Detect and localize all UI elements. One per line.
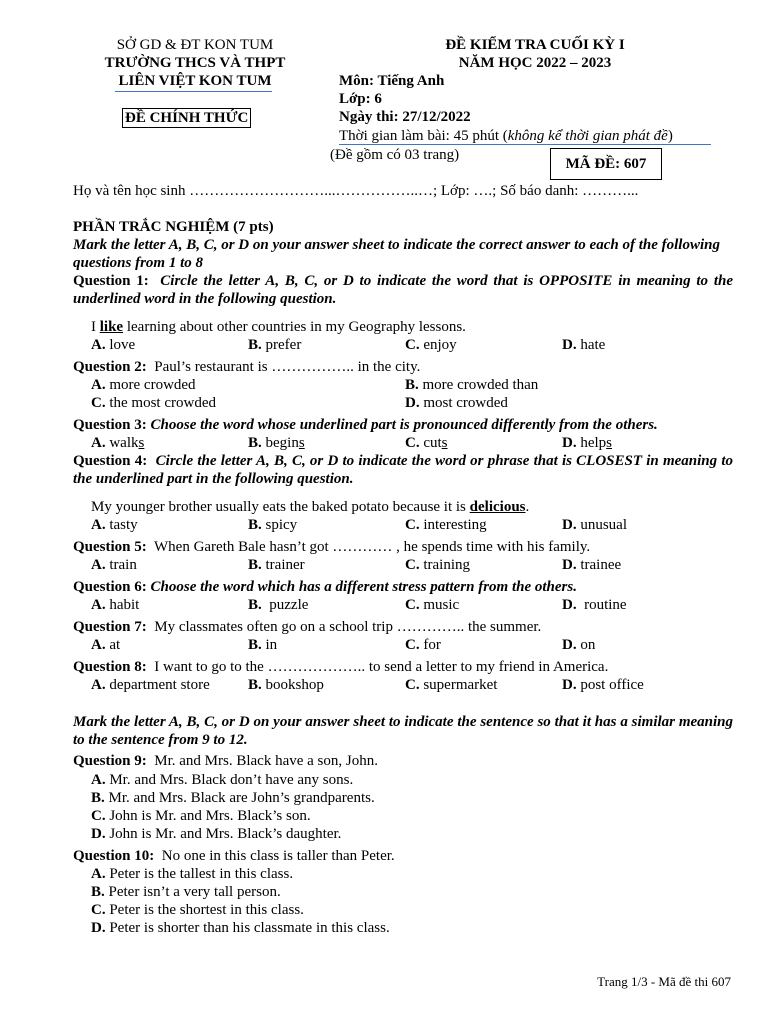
exam-duration: Thời gian làm bài: 45 phút (không kể thời gian phát đề) — [339, 128, 673, 144]
question-6-prompt: Question 6: Choose the word which has a different stress pattern from the others. — [73, 579, 577, 595]
q7-option-b[interactable]: B. in — [248, 637, 278, 653]
school-underline — [115, 91, 272, 92]
q9-option-d[interactable]: D. John is Mr. and Mrs. Black’s daughter. — [91, 826, 342, 842]
q10-option-a[interactable]: A. Peter is the tallest in this class. — [91, 866, 294, 882]
q5-option-c[interactable]: C. training — [405, 557, 470, 573]
q2-option-c[interactable]: C. the most crowded — [91, 395, 216, 411]
section-title: PHẦN TRẮC NGHIỆM (7 pts) — [73, 219, 274, 235]
q6-option-c[interactable]: C. music — [405, 597, 460, 613]
page-footer: Trang 1/3 - Mã đề thi 607 — [597, 974, 731, 989]
q1-option-d[interactable]: D. hate — [562, 337, 606, 353]
question-2-prompt: Question 2: Paul’s restaurant is …………….. in the city. — [73, 359, 421, 375]
school-name-line1: TRƯỜNG THCS VÀ THPT — [104, 55, 286, 71]
q5-option-b[interactable]: B. trainer — [248, 557, 305, 573]
q10-option-b[interactable]: B. Peter isn’t a very tall person. — [91, 884, 281, 900]
q2-option-d[interactable]: D. most crowded — [405, 395, 508, 411]
question-9-prompt: Question 9: Mr. and Mrs. Black have a son, John. — [73, 753, 378, 769]
question-8-prompt: Question 8: I want to go to the ……………….. to send a letter to my friend in America. — [73, 659, 609, 675]
q1-option-a[interactable]: A. love — [91, 337, 136, 353]
q3-option-a[interactable]: A. walks — [91, 435, 145, 451]
department-name: SỞ GD & ĐT KON TUM — [116, 37, 274, 53]
subject: Môn: Tiếng Anh — [339, 73, 445, 89]
q8-option-b[interactable]: B. bookshop — [248, 677, 324, 693]
q6-option-a[interactable]: A. habit — [91, 597, 140, 613]
q9-option-b[interactable]: B. Mr. and Mrs. Black are John’s grandparents. — [91, 790, 375, 806]
student-info-line: Họ và tên học sinh ………………………...……………..…; Lớp: ….; Số báo danh: ………... — [73, 183, 639, 199]
school-year: NĂM HỌC 2022 – 2023 — [458, 55, 612, 71]
question-1-prompt: Question 1: Circle the letter A, B, C, or D to indicate the word that is OPPOSITE in meaning to the underlined word in the following question. — [73, 273, 733, 307]
section-instruction: Mark the letter A, B, C, or D on your answer sheet to indicate the correct answer to each of the following questions from 1 to 8 — [73, 237, 720, 271]
exam-date: Ngày thi: 27/12/2022 — [339, 109, 471, 125]
q9-option-a[interactable]: A. Mr. and Mrs. Black don’t have any sons. — [91, 772, 354, 788]
question-5-prompt: Question 5: When Gareth Bale hasn’t got ………… , he spends time with his family. — [73, 539, 591, 555]
q3-option-d[interactable]: D. helps — [562, 435, 613, 451]
q6-option-d[interactable]: D. routine — [562, 597, 627, 613]
q4-option-c[interactable]: C. interesting — [405, 517, 487, 533]
q8-option-a[interactable]: A. department store — [91, 677, 210, 693]
school-name-line2: LIÊN VIỆT KON TUM — [118, 73, 272, 89]
q9-option-c[interactable]: C. John is Mr. and Mrs. Black’s son. — [91, 808, 311, 824]
q1-option-c[interactable]: C. enjoy — [405, 337, 457, 353]
q7-option-a[interactable]: A. at — [91, 637, 121, 653]
q10-option-d[interactable]: D. Peter is shorter than his classmate in this class. — [91, 920, 390, 936]
q5-option-d[interactable]: D. trainee — [562, 557, 622, 573]
q2-option-a[interactable]: A. more crowded — [91, 377, 196, 393]
q3-option-c[interactable]: C. cuts — [405, 435, 448, 451]
q3-option-b[interactable]: B. begins — [248, 435, 305, 451]
question-4-prompt: Question 4: Circle the letter A, B, C, or D to indicate the word or phrase that is CLOSEST in meaning to the underlined part in the following question. — [73, 453, 733, 487]
exam-title: ĐỀ KIỂM TRA CUỐI KỲ I — [445, 37, 625, 53]
q1-option-b[interactable]: B. prefer — [248, 337, 302, 353]
exam-code-box: MÃ ĐỀ: 607 — [550, 148, 662, 180]
grade: Lớp: 6 — [339, 91, 382, 107]
q5-option-a[interactable]: A. train — [91, 557, 137, 573]
page-count: (Đề gồm có 03 trang) — [330, 147, 460, 163]
question-7-prompt: Question 7: My classmates often go on a school trip ………….. the summer. — [73, 619, 542, 635]
q4-option-d[interactable]: D. unusual — [562, 517, 628, 533]
q4-option-b[interactable]: B. spicy — [248, 517, 298, 533]
question-10-prompt: Question 10: No one in this class is taller than Peter. — [73, 848, 395, 864]
q2-option-b[interactable]: B. more crowded than — [405, 377, 539, 393]
question-3-prompt: Question 3: Choose the word whose underlined part is pronounced differently from the others. — [73, 417, 658, 433]
q7-option-d[interactable]: D. on — [562, 637, 596, 653]
q6-option-b[interactable]: B. puzzle — [248, 597, 309, 613]
q8-option-c[interactable]: C. supermarket — [405, 677, 498, 693]
section-2-instruction: Mark the letter A, B, C, or D on your answer sheet to indicate the sentence so that it has a similar meaning to the sentence from 9 to 12. — [73, 714, 733, 748]
duration-underline — [339, 144, 711, 145]
official-badge: ĐỀ CHÍNH THỨC — [122, 108, 251, 128]
q8-option-d[interactable]: D. post office — [562, 677, 644, 693]
q4-option-a[interactable]: A. tasty — [91, 517, 138, 533]
question-4-sentence: My younger brother usually eats the baked potato because it is delicious. — [91, 499, 530, 515]
q7-option-c[interactable]: C. for — [405, 637, 441, 653]
q10-option-c[interactable]: C. Peter is the shortest in this class. — [91, 902, 304, 918]
question-1-sentence: I like learning about other countries in my Geography lessons. — [91, 319, 466, 335]
